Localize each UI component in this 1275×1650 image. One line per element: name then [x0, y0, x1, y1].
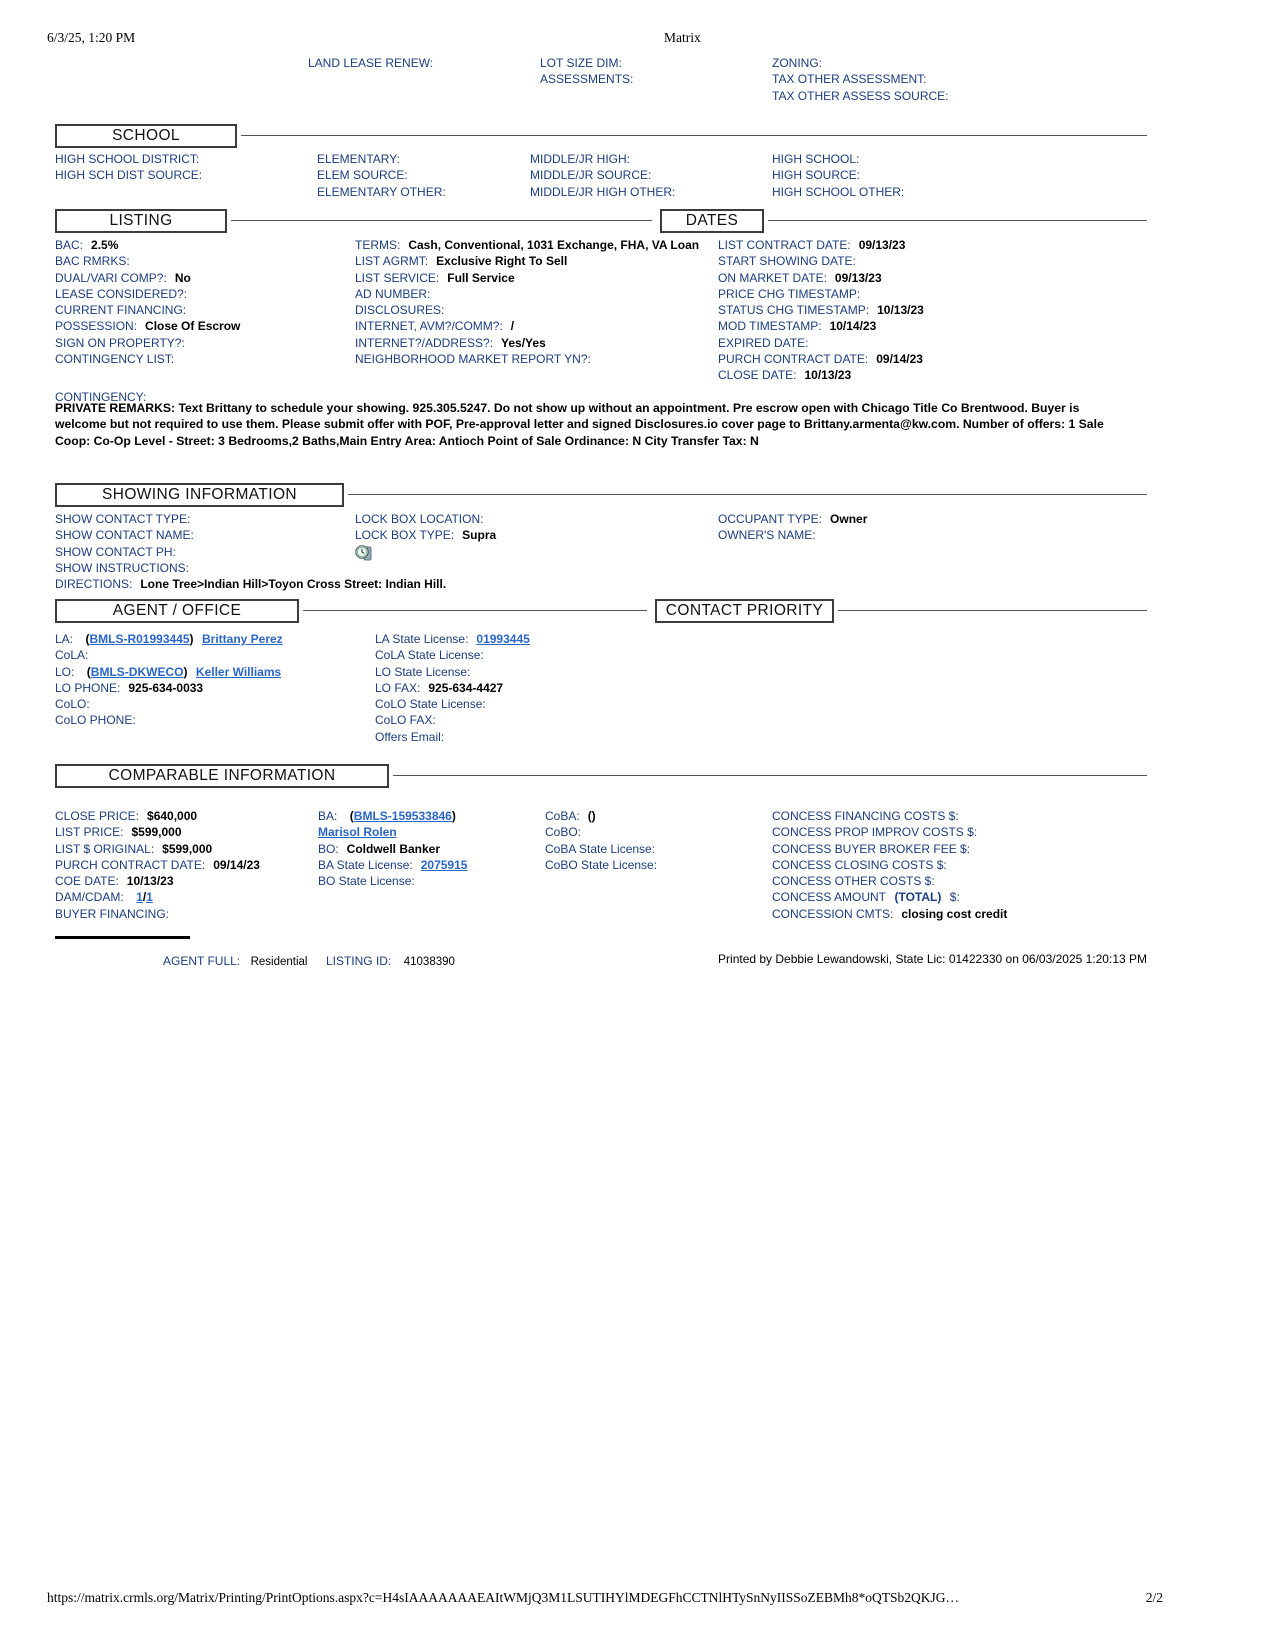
listing-office-row — [55, 664, 283, 680]
field-row — [355, 351, 700, 367]
dam-link[interactable]: 1 — [136, 890, 143, 905]
field-label: BAC RMRKS: — [55, 254, 130, 269]
field-label: CoLO FAX: — [375, 713, 436, 728]
field-row — [718, 286, 924, 302]
field-row — [55, 712, 283, 728]
field-label: AD NUMBER: — [355, 286, 431, 301]
field-label: PURCH CONTRACT DATE: — [55, 857, 206, 872]
field-row — [540, 71, 633, 87]
field-row — [772, 841, 1007, 857]
field-label: MIDDLE/JR SOURCE: — [530, 168, 652, 183]
field-label: TAX OTHER ASSESSMENT: — [772, 72, 927, 87]
field-label: COE DATE: — [55, 874, 119, 889]
listing-col-2 — [355, 237, 700, 367]
field-label: HIGH SCH DIST SOURCE: — [55, 168, 203, 183]
field-value: Cash, Conventional, 1031 Exchange, FHA, VA Loan — [408, 238, 700, 252]
school-col-1 — [55, 151, 202, 184]
field-label: ELEMENTARY OTHER: — [317, 184, 446, 199]
field-value: 10/13/23 — [877, 303, 924, 318]
field-row — [375, 647, 530, 663]
field-label: LA: — [55, 632, 74, 646]
field-label: MOD TIMESTAMP: — [718, 319, 822, 334]
field-label: BAC: — [55, 238, 84, 252]
field-value: 09/14/23 — [876, 352, 923, 367]
field-label: CoBO: — [545, 825, 582, 840]
school-col-4 — [772, 151, 904, 200]
field-label: PRICE CHG TIMESTAMP: — [718, 286, 861, 301]
print-footer-page-number: 2/2 — [1145, 1590, 1163, 1605]
field-row — [318, 841, 467, 857]
field-row — [55, 286, 240, 302]
ba-license-link[interactable]: 2075915 — [420, 857, 468, 872]
printed-by: Printed by Debbie Lewandowski, State Lic: 01422330 on 06/03/2025 1:20:13 PM — [718, 952, 1147, 966]
dam-cdam-row — [55, 889, 260, 905]
field-row — [772, 151, 904, 167]
field-label: SIGN ON PROPERTY?: — [55, 335, 185, 350]
field-row — [772, 906, 1007, 922]
field-value: 09/13/23 — [858, 238, 906, 252]
buyer-agent-name-link[interactable]: Marisol Rolen — [318, 825, 397, 840]
field-row — [355, 270, 700, 286]
field-value: Exclusive Right To Sell — [436, 254, 568, 269]
field-label: BA: — [318, 809, 338, 823]
field-value: () — [587, 809, 596, 823]
field-label: SHOW CONTACT PH: — [55, 544, 176, 559]
field-row — [545, 808, 657, 824]
field-value: $640,000 — [147, 809, 198, 823]
concess-total-label: (TOTAL) — [894, 890, 942, 905]
section-header-listing: LISTING — [55, 209, 227, 233]
field-row — [718, 318, 924, 334]
field-value: 09/14/23 — [213, 857, 260, 872]
field-row — [55, 335, 240, 351]
field-label: CoBA: — [545, 809, 580, 823]
field-value: $599,000 — [162, 841, 213, 856]
field-row — [772, 808, 1007, 824]
field-label: LAND LEASE RENEW: — [308, 56, 434, 70]
field-label: CoBA State License: — [545, 841, 656, 856]
agent-full-label: AGENT FULL: — [163, 954, 241, 968]
field-row — [355, 253, 700, 269]
field-value: 2.5% — [91, 238, 119, 252]
field-row — [55, 151, 202, 167]
field-value: / — [510, 319, 515, 334]
print-datetime: 6/3/25, 1:20 PM — [47, 30, 136, 45]
field-row — [355, 527, 496, 543]
slash: / — [142, 890, 147, 905]
agent-col-1 — [55, 631, 283, 729]
field-row — [355, 335, 700, 351]
field-row — [375, 712, 530, 728]
listing-id-label: LISTING ID: — [325, 954, 392, 968]
field-row — [530, 167, 675, 183]
field-row — [772, 857, 1007, 873]
field-row — [355, 318, 700, 334]
field-label: ELEMENTARY: — [317, 152, 400, 166]
field-row — [55, 873, 260, 889]
field-label: HIGH SOURCE: — [772, 168, 861, 183]
field-label: ELEM SOURCE: — [317, 168, 408, 183]
concess-amount-row — [772, 889, 1007, 905]
field-row — [772, 167, 904, 183]
field-row — [317, 184, 446, 200]
field-row — [55, 253, 240, 269]
field-value: closing cost credit — [901, 906, 1008, 921]
field-value: 925-634-4427 — [428, 680, 504, 695]
field-label: LOCK BOX LOCATION: — [355, 512, 484, 526]
listing-agent-name-link[interactable]: Brittany Perez — [201, 632, 283, 646]
field-row — [55, 318, 240, 334]
field-value: Supra — [462, 528, 497, 543]
field-row — [718, 367, 924, 383]
field-row — [55, 680, 283, 696]
field-label: CoLO State License: — [375, 697, 486, 712]
field-row — [355, 511, 496, 527]
la-license-link[interactable]: 01993445 — [476, 632, 530, 646]
field-label: LIST CONTRACT DATE: — [718, 238, 851, 252]
school-col-3 — [530, 151, 675, 200]
field-label: LIST $ ORIGINAL: — [55, 841, 155, 856]
paren-open: ( — [85, 632, 90, 646]
field-row — [55, 647, 283, 663]
private-remarks — [55, 400, 1123, 449]
agent-full-value: Residential — [250, 956, 308, 968]
field-label: DIRECTIONS: — [55, 577, 133, 592]
top-col-2 — [540, 55, 633, 88]
field-label: LIST AGRMT: — [355, 254, 429, 269]
lockbox-icon-row — [355, 544, 496, 565]
field-row — [718, 302, 924, 318]
listing-dates-col — [718, 237, 924, 384]
divider-line — [838, 610, 1147, 611]
field-row — [55, 237, 240, 253]
top-col-3 — [772, 55, 948, 104]
field-row — [530, 151, 675, 167]
section-header-school: SCHOOL — [55, 124, 237, 148]
field-row — [55, 167, 202, 183]
field-value: $599,000 — [131, 825, 182, 840]
field-label: DAM/CDAM: — [55, 890, 124, 905]
section-header-comparable: COMPARABLE INFORMATION — [55, 764, 389, 788]
field-label: CoLA State License: — [375, 648, 484, 663]
field-label: CONCESS FINANCING COSTS $: — [772, 809, 959, 823]
field-label: LOT SIZE DIM: — [540, 56, 622, 70]
field-label: MIDDLE/JR HIGH OTHER: — [530, 184, 676, 199]
field-label: HIGH SCHOOL DISTRICT: — [55, 152, 200, 166]
field-label: OWNER'S NAME: — [718, 528, 816, 543]
field-label: LO FAX: — [375, 680, 421, 695]
supra-lockbox-clock-icon — [355, 544, 372, 565]
field-label: OCCUPANT TYPE: — [718, 512, 823, 526]
field-row — [355, 302, 700, 318]
field-label: SHOW INSTRUCTIONS: — [55, 560, 189, 575]
field-label: SHOW CONTACT TYPE: — [55, 512, 191, 526]
field-row — [355, 286, 700, 302]
field-label: CONCESS PROP IMPROV COSTS $: — [772, 825, 978, 840]
field-label: CoLA: — [55, 648, 89, 663]
field-value: Close Of Escrow — [145, 319, 241, 334]
field-label: CONCESSION CMTS: — [772, 906, 894, 921]
field-row — [317, 167, 446, 183]
field-row — [772, 873, 1007, 889]
field-label: HIGH SCHOOL OTHER: — [772, 184, 905, 199]
field-label: CONCESS CLOSING COSTS $: — [772, 857, 947, 872]
listing-col-1 — [55, 237, 240, 367]
field-label: CoBO State License: — [545, 857, 658, 872]
field-row — [772, 71, 948, 87]
divider-line — [241, 135, 1147, 136]
comparable-col-2 — [318, 808, 467, 889]
field-value: 10/13/23 — [126, 874, 174, 889]
field-row — [55, 824, 260, 840]
field-row — [55, 302, 240, 318]
field-label: Offers Email: — [375, 729, 445, 744]
field-label: CLOSE PRICE: — [55, 809, 140, 823]
field-row — [530, 184, 675, 200]
field-label: ZONING: — [772, 56, 822, 70]
field-label: CONTINGENCY: — [55, 390, 147, 404]
field-value: Owner — [830, 512, 868, 526]
field-label: CURRENT FINANCING: — [55, 303, 187, 318]
field-label: BO State License: — [318, 874, 415, 889]
field-row — [375, 729, 530, 745]
field-label: LOCK BOX TYPE: — [355, 528, 455, 543]
field-label: CLOSE DATE: — [718, 368, 797, 383]
field-label: CONCESS BUYER BROKER FEE $: — [772, 841, 971, 856]
report-footer-left — [163, 952, 455, 970]
field-row — [540, 55, 633, 71]
field-row — [308, 55, 433, 71]
field-value: Yes/Yes — [501, 335, 546, 350]
app-title: Matrix — [664, 30, 701, 45]
field-label: NEIGHBORHOOD MARKET REPORT YN?: — [355, 352, 591, 367]
field-label: DISCLOSURES: — [355, 303, 445, 318]
field-row — [718, 511, 867, 527]
field-label: POSSESSION: — [55, 319, 138, 334]
section-header-contact-priority: CONTACT PRIORITY — [655, 599, 834, 623]
field-label: STATUS CHG TIMESTAMP: — [718, 303, 870, 318]
field-row — [55, 808, 260, 824]
listing-agent-row — [55, 631, 283, 647]
field-value: Coldwell Banker — [346, 841, 441, 856]
field-label: PURCH CONTRACT DATE: — [718, 352, 869, 367]
field-row — [718, 253, 924, 269]
signature-line — [55, 936, 190, 939]
buyer-agent-name-row — [318, 824, 467, 840]
paren-close: ) — [189, 632, 194, 646]
field-row — [375, 631, 530, 647]
field-value: Lone Tree>Indian Hill>Toyon Cross Street: Indian Hill. — [140, 577, 447, 592]
field-row — [317, 151, 446, 167]
field-row — [545, 824, 657, 840]
school-col-2 — [317, 151, 446, 200]
field-label: INTERNET?/ADDRESS?: — [355, 335, 494, 350]
comparable-col-3 — [545, 808, 657, 873]
field-row — [318, 873, 467, 889]
field-row — [718, 335, 924, 351]
field-label: $: — [949, 890, 960, 905]
field-label: ASSESSMENTS: — [540, 72, 634, 87]
private-remarks-label: PRIVATE REMARKS: — [55, 401, 176, 415]
field-value: 09/13/23 — [834, 270, 882, 285]
field-label: BA State License: — [318, 857, 413, 872]
field-value: 10/13/23 — [804, 368, 852, 383]
field-label: LEASE CONSIDERED?: — [55, 286, 188, 301]
field-label: MIDDLE/JR HIGH: — [530, 152, 631, 166]
field-row — [772, 824, 1007, 840]
field-row — [55, 576, 446, 592]
field-label: CoLO PHONE: — [55, 713, 136, 728]
field-row — [55, 351, 240, 367]
field-label: EXPIRED DATE: — [718, 335, 809, 350]
field-label: CONTINGENCY LIST: — [55, 352, 175, 367]
private-remarks-text: Text Brittany to schedule your showing. 925.305.5247. Do not show up without an appointment. Pre escrow open with Chicago Title Co Brentwood. Buyer is welcome but not required to use them. Please submit offer with POF, Pre-approval letter and signed Disclosures.io cover page to Brittany.armenta@kw.com. Number of offers: 1 Sale Coop: Co-Op Level - Street: 3 Bedrooms,2 Baths,Main Entry Area: Antioch Point of Sale Ordinance: N City Transfer Tax: N — [55, 401, 1104, 448]
field-row — [772, 55, 948, 71]
field-label: LIST PRICE: — [55, 825, 124, 840]
field-row — [355, 237, 700, 253]
field-label: INTERNET, AVM?/COMM?: — [355, 319, 503, 334]
field-label: START SHOWING DATE: — [718, 254, 856, 269]
listing-office-id-link[interactable]: BMLS-DKWECO — [90, 664, 184, 679]
section-header-showing: SHOWING INFORMATION — [55, 483, 344, 507]
field-label: LO State License: — [375, 664, 471, 679]
paren-open: ( — [349, 809, 354, 823]
field-label: LIST SERVICE: — [355, 270, 440, 285]
listing-office-name-link[interactable]: Keller Williams — [195, 664, 282, 679]
field-label: HIGH SCHOOL: — [772, 152, 860, 166]
field-value: No — [174, 270, 191, 285]
section-header-dates: DATES — [660, 209, 764, 233]
field-row — [545, 841, 657, 857]
field-label: TAX OTHER ASSESS SOURCE: — [772, 88, 949, 103]
showing-col-2 — [355, 511, 496, 565]
field-row — [55, 857, 260, 873]
cdam-link[interactable]: 1 — [146, 890, 153, 905]
field-row — [375, 696, 530, 712]
field-row — [772, 88, 948, 104]
field-value: 10/14/23 — [829, 319, 877, 334]
divider-line — [768, 220, 1147, 221]
field-row — [718, 237, 924, 253]
divider-line — [231, 220, 652, 221]
listing-agent-id-link[interactable]: BMLS-R01993445 — [89, 632, 190, 646]
comparable-col-1 — [55, 808, 260, 922]
field-label: BUYER FINANCING: — [55, 906, 170, 921]
divider-line — [393, 775, 1147, 776]
paren-open: ( — [86, 664, 91, 679]
field-row — [375, 664, 530, 680]
showing-col-3 — [718, 511, 867, 544]
field-label: TERMS: — [355, 238, 401, 252]
field-label: BO: — [318, 841, 339, 856]
paren-close: ) — [451, 809, 456, 823]
field-row — [545, 857, 657, 873]
field-label: CONCESS OTHER COSTS $: — [772, 874, 935, 889]
field-label: LO PHONE: — [55, 680, 121, 695]
section-header-agent-office: AGENT / OFFICE — [55, 599, 299, 623]
divider-line — [348, 494, 1147, 495]
field-row — [55, 841, 260, 857]
field-row — [55, 696, 283, 712]
field-value: 925-634-0033 — [128, 680, 204, 695]
field-row — [55, 270, 240, 286]
field-row — [318, 857, 467, 873]
field-row — [772, 184, 904, 200]
comparable-concessions-col — [772, 808, 1007, 922]
field-label: LO: — [55, 664, 75, 679]
field-row — [375, 680, 530, 696]
field-label: LA State License: — [375, 632, 469, 646]
print-footer-url: https://matrix.crmls.org/Matrix/Printing/PrintOptions.aspx?c=H4sIAAAAAAAEAItWMjQ3M1LSUTIHYlMDEGFhCCTNlHTySnNyIISSoZEBMh8*oQTSb2QKJG… — [47, 1590, 960, 1605]
divider-line — [303, 610, 647, 611]
field-row — [55, 906, 260, 922]
field-label: ON MARKET DATE: — [718, 270, 827, 285]
field-label: CONCESS AMOUNT — [772, 890, 887, 905]
field-label: CoLO: — [55, 697, 90, 712]
buyer-agent-id-link[interactable]: BMLS-159533846 — [353, 809, 452, 823]
field-value: Full Service — [447, 270, 515, 285]
field-label: DUAL/VARI COMP?: — [55, 270, 167, 285]
field-label: SHOW CONTACT NAME: — [55, 528, 194, 543]
buyer-agent-row — [318, 808, 467, 824]
agent-col-2 — [375, 631, 530, 745]
top-col-1 — [308, 55, 433, 71]
field-row — [718, 351, 924, 367]
field-row — [718, 270, 924, 286]
field-row — [718, 527, 867, 543]
paren-close: ) — [183, 664, 188, 679]
listing-id-value: 41038390 — [403, 956, 455, 968]
